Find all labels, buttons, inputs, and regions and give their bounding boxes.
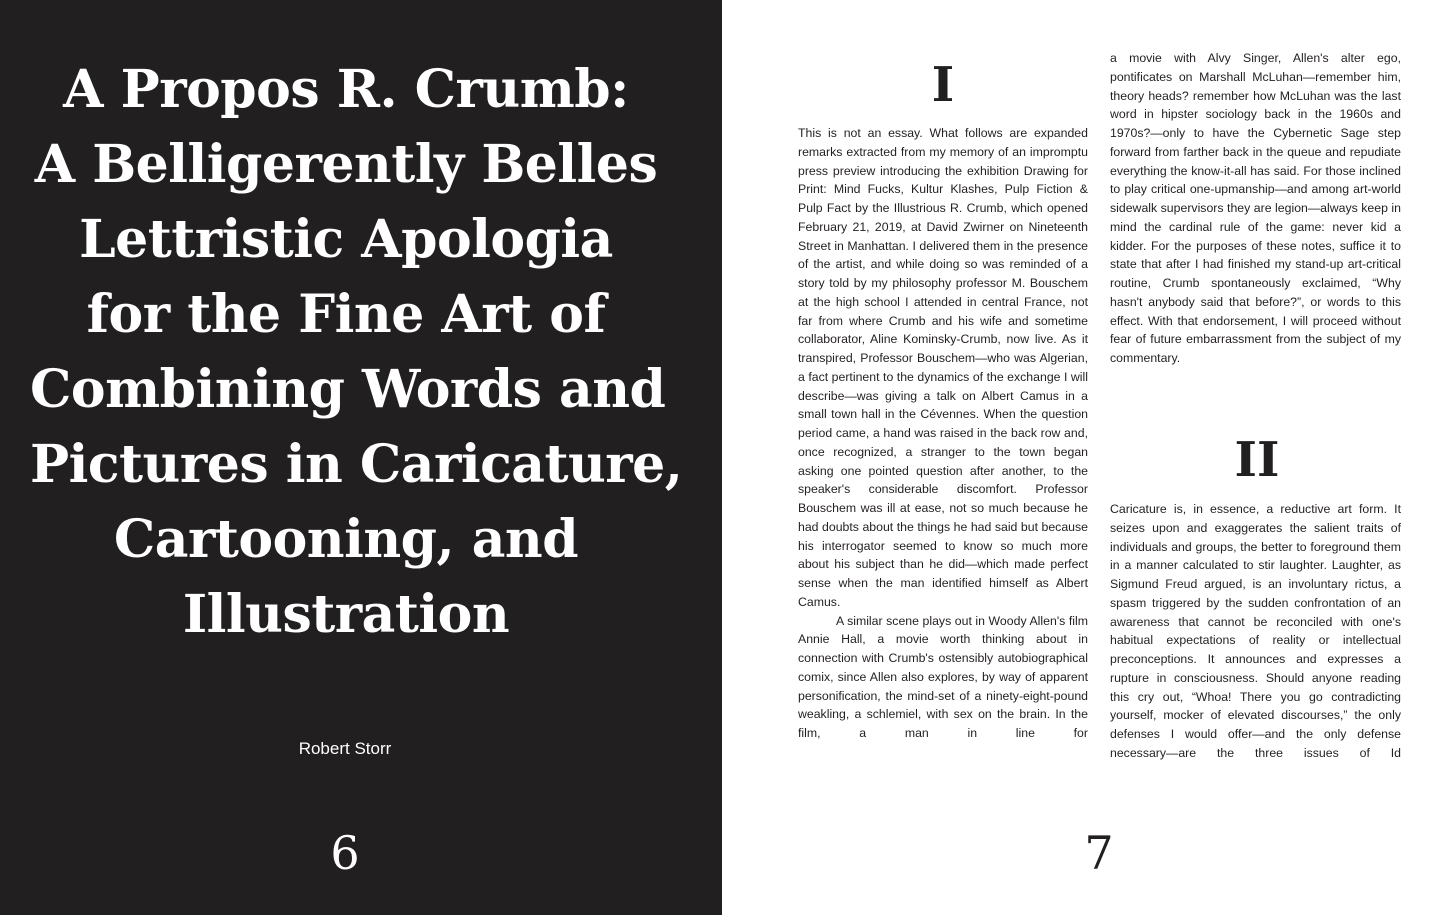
- paragraph: a movie with Alvy Singer, Allen's alter ego, pontificates on Marshall McLuhan—remember him, theory heads? remember how McLuhan was the last word in hipster sociology back in the 1960s and 1970s?—only to have the Cybernetic Sage step forward from farther back in the queue and repudiate everything the know-it-all has said. For those inclined to play critical one-upmanship—and among art-world sidewalk supervisors they are legion—always keep in mind the cardinal rule of the game: never kid a kidder. For the purposes of these notes, suffice it to state that after I had finished my stand-up art-critical routine, Crumb spontaneously exclaimed, “Why hasn't anybody said that before?”, or words to this effect. With that endorsement, I will proceed without fear of future embarrassment from the subject of my commentary.: [1110, 51, 1401, 365]
- title-line: Cartooning, and: [113, 509, 579, 570]
- left-page: [0, 0, 722, 915]
- title-line: A Propos R. Crumb:: [63, 59, 629, 120]
- author-name: Robert Storr: [298, 739, 392, 758]
- text-column-1: [798, 124, 1088, 743]
- title-line: Illustration: [182, 584, 510, 645]
- paragraph: Caricature is, in essence, a reductive art form. It seizes upon and exaggerates the salient traits of individuals and groups, the better to foreground them in a manner calculated to stir laughter. Laughter, as Sigmund Freud argued, is an involuntary rictus, a spasm triggered by the sudden confrontation of an awareness that cannot be reconciled with one's habitual expectations of reality or intellectual preconceptions. It announces and expresses a rupture in consciousness. Should anyone reading this cry out, “Whoa! There you go contradicting yourself, mocker of elevated discourses,” the only defenses I would offer—and the only defense necessary—are the three issues of Id: [1110, 502, 1401, 760]
- section-numeral-2: II: [1234, 432, 1280, 488]
- text-column-2: [1110, 49, 1401, 368]
- essay-title: [30, 52, 683, 652]
- title-line: Lettristic Apologia: [79, 209, 613, 270]
- title-line: for the Fine Art of: [86, 284, 606, 345]
- paragraph: A similar scene plays out in Woody Allen's film Annie Hall, a movie worth thinking about in connection with Crumb's ostensibly autobiographical comix, since Allen also explores, by way of apparent personification, the mind-set of a ninety-eight-pound weakling, a schlemiel, with sex on the brain. In the film, a man in line for: [798, 613, 1088, 740]
- title-line: Combining Words and: [30, 359, 666, 420]
- section-numeral-1: I: [931, 57, 955, 113]
- page-number-left: 6: [330, 826, 360, 880]
- title-line: Pictures in Caricature,: [30, 434, 683, 495]
- paragraph: This is not an essay. What follows are expanded remarks extracted from my memory of an impromptu press preview introducing the exhibition Drawing for Print: Mind Fucks, Kultur Klashes, Pulp Fiction & Pulp Fact by the Illustrious R. Crumb, which opened February 21, 2019, at David Zwirner on Nineteenth Street in Manhattan. I delivered them in the presence of the artist, and while doing so was reminded of a story told by my philosophy professor M. Bouschem at the high school I attended in central France, not far from where Crumb and his wife and sometime collaborator, Aline Kominsky-Crumb, now live. As it transpired, Professor Bouschem—who was Algerian, a fact pertinent to the dynamics of the exchange I will describe—was giving a talk on Albert Camus in a small town hall in the Cévennes. When the question period came, a hand was raised in the back row and, once recognized, a stranger to the town began asking one pointed question after another, to the speaker's considerable discomfort. Professor Bouschem was ill at ease, not so much because he had doubts about the things he had said but because his interrogator seemed to know so much more about his subject than he did—which made perfect sense when the man identified himself as Albert Camus.: [798, 126, 1088, 609]
- text-column-3: [1110, 500, 1401, 763]
- title-line: A Belligerently Belles: [34, 134, 658, 195]
- page-number-right: 7: [1084, 826, 1114, 880]
